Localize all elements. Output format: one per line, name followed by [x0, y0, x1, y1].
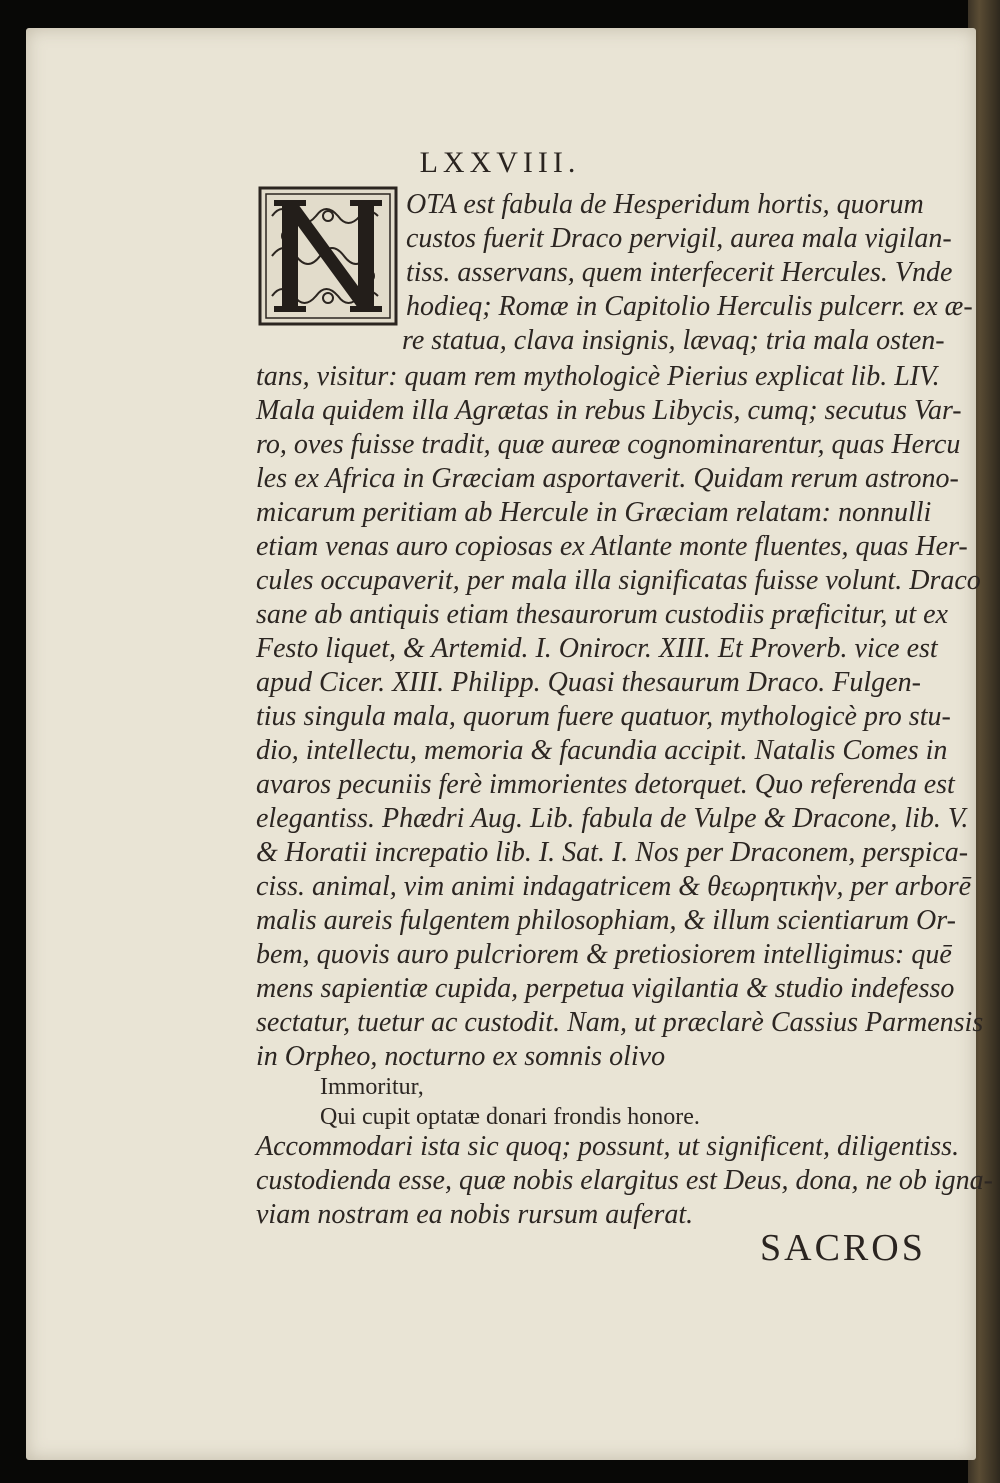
- text-line: elegantiss. Phædri Aug. Lib. fabula de Vulpe & Dracone, lib. V.: [256, 803, 969, 834]
- text-line: viam nostram ea nobis rursum auferat.: [256, 1199, 694, 1230]
- text-line: in Orpheo, nocturno ex somnis olivo: [256, 1041, 666, 1072]
- text-line: ro, oves fuisse tradit, quæ aureæ cognominarentur, quas Hercu: [256, 429, 961, 460]
- text-line: tans, visitur: quam rem mythologicè Pierius explicat lib. LIV.: [256, 361, 940, 392]
- text-line: ciss. animal, vim animi indagatricem & θεωρητικὴν, per arborē: [256, 871, 972, 902]
- text-line: Festo liquet, & Artemid. I. Onirocr. XIII. Et Proverb. vice est: [256, 633, 938, 664]
- text-line: avaros pecuniis ferè immorientes detorquet. Quo referenda est: [256, 769, 955, 800]
- text-line: Accommodari ista sic quoq; possunt, ut significent, diligentiss.: [256, 1131, 960, 1162]
- catchword: SACROS: [760, 1227, 926, 1269]
- text-line: tius singula mala, quorum fuere quatuor, mythologicè pro stu-: [256, 701, 951, 732]
- text-line: mens sapientiæ cupida, perpetua vigilantia & studio indefesso: [256, 973, 955, 1004]
- text-line: Mala quidem illa Agrætas in rebus Libycis, cumq; secutus Var-: [256, 395, 962, 426]
- page-number-header: LXXVIII.: [419, 146, 581, 179]
- text-line: sane ab antiquis etiam thesaurorum custodiis præficitur, ut ex: [256, 599, 948, 630]
- text-line: OTA est fabula de Hesperidum hortis, quorum: [406, 189, 924, 220]
- ornamental-initial-n-icon: [258, 186, 398, 326]
- text-line: les ex Africa in Græciam asportaverit. Quidam rerum astrono-: [256, 463, 959, 494]
- text-line: hodieq; Romæ in Capitolio Herculis pulcerr. ex æ-: [406, 291, 973, 322]
- verse-line: Qui cupit optatæ donari frondis honore.: [320, 1104, 700, 1130]
- text-line: etiam venas auro copiosas ex Atlante monte fluentes, quas Her-: [256, 531, 968, 562]
- text-line: bem, quovis auro pulcriorem & pretiosiorem intelligimus: quē: [256, 939, 952, 970]
- text-line: & Horatii increpatio lib. I. Sat. I. Nos per Draconem, perspica-: [256, 837, 969, 868]
- text-line: cules occupaverit, per mala illa significatas fuisse volunt. Draco: [256, 565, 981, 596]
- text-line: sectatur, tuetur ac custodit. Nam, ut præclarè Cassius Parmensis: [256, 1007, 984, 1038]
- text-line: tiss. asservans, quem interfecerit Hercules. Vnde: [406, 257, 953, 288]
- text-line: apud Cicer. XIII. Philipp. Quasi thesaurum Draco. Fulgen-: [256, 667, 921, 698]
- text-line: malis aureis fulgentem philosophiam, & illum scientiarum Or-: [256, 905, 956, 936]
- text-line: re statua, clava insignis, lævaq; tria mala osten-: [402, 325, 945, 356]
- text-line: micarum peritiam ab Hercule in Græciam relatam: nonnulli: [256, 497, 932, 528]
- verse-line: Immoritur,: [320, 1074, 424, 1100]
- text-line: custodienda esse, quæ nobis elargitus est Deus, dona, ne ob igna-: [256, 1165, 994, 1196]
- text-line: custos fuerit Draco pervigil, aurea mala vigilan-: [406, 223, 952, 254]
- text-line: dio, intellectu, memoria & facundia accipit. Natalis Comes in: [256, 735, 948, 766]
